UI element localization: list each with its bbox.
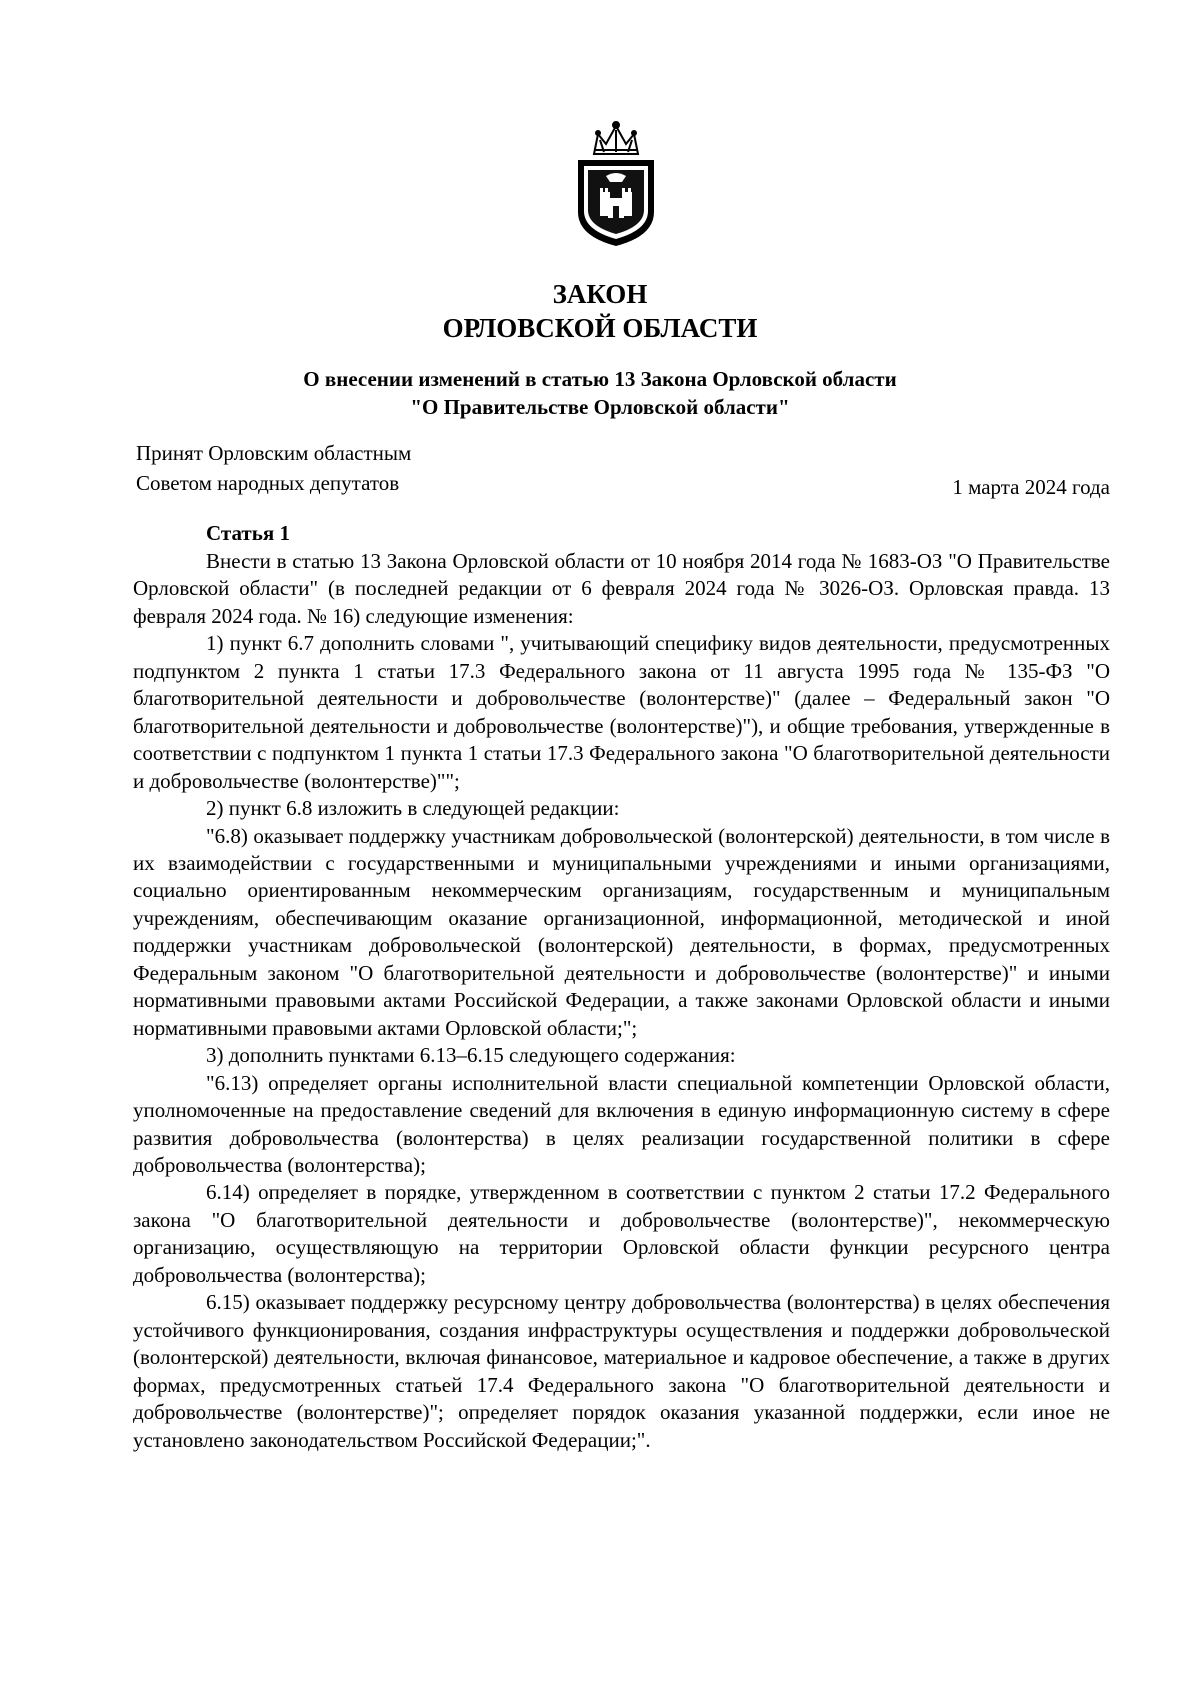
adoption-info <box>136 438 411 498</box>
paragraph-intro: Внести в статью 13 Закона Орловской области от 10 ноября 2014 года № 1683-ОЗ "О Правительстве Орловской области" (в последней редакции от 6 февраля 2024 года № 3026-ОЗ. Орловская правда. 13 февраля 2024 года. № 16) следующие изменения: <box>133 549 1110 628</box>
document-title-line1: ЗАКОН <box>552 279 648 309</box>
coat-of-arms-emblem <box>572 120 660 248</box>
article-body <box>133 548 1110 1454</box>
paragraph-6-8: "6.8) оказывает поддержку участникам добровольческой (волонтерской) деятельности, в том числе в их взаимодействии с государственными и муниципальными учреждениями и иными организациями, социально ориентированным некоммерческим организациям, государственным и муниципальным учреждениям, обеспечивающим оказание организационной, информационной, методической и иной поддержки участникам добровольческой (волонтерской) деятельности, в формах, предусмотренных Федеральным законом "О благотворительной деятельности и добровольчестве (волонтерстве)" и иными нормативными правовыми актами Российской Федерации, а также законами Орловской области и иными нормативными правовыми актами Орловской области;"; <box>133 823 1110 1040</box>
paragraph-6-13: "6.13) определяет органы исполнительной власти специальной компетенции Орловской области, уполномоченные на предоставление сведений для включения в единую информационную систему в сфере развития добровольчества (волонтерства) в целях реализации государственной политики в сфере добровольчества (волонтерства); <box>133 1070 1110 1177</box>
paragraph-item-3: 3) дополнить пунктами 6.13–6.15 следующего содержания: <box>206 1043 736 1068</box>
shield-icon <box>578 160 654 246</box>
article-heading: Статья 1 <box>206 521 290 545</box>
law-subject-line1: О внесении изменений в статью 13 Закона Орловской области <box>303 367 897 391</box>
adoption-line2: Советом народных депутатов <box>136 471 400 495</box>
crown-icon <box>594 122 638 154</box>
paragraph-6-14: 6.14) определяет в порядке, утвержденном в соответствии с пунктом 2 статьи 17.2 Федерального закона "О благотворительной деятельности и добровольчестве (волонтерстве)", некоммерческую организацию, осуществляющую на территории Орловской области функции ресурсного центра добровольчества (волонтерства); <box>133 1180 1110 1287</box>
document-title-line2: ОРЛОВСКОЙ ОБЛАСТИ <box>442 313 758 343</box>
paragraph-item-1: 1) пункт 6.7 дополнить словами ", учитывающий специфику видов деятельности, предусмотренных подпунктом 2 пункта 1 статьи 17.3 Федерального закона от 11 августа 1995 года № 135-ФЗ "О благотворительной деятельности и добровольчестве (волонтерстве)" (далее – Федеральный закон "О благотворительной деятельности и добровольчестве (волонтерстве)"), и общие требования, утвержденные в соответствии с подпунктом 1 пункта 1 статьи 17.3 Федерального закона "О благотворительной деятельности и добровольчестве (волонтерстве)""; <box>133 631 1110 793</box>
paragraph-item-2: 2) пункт 6.8 изложить в следующей редакции: <box>206 796 620 821</box>
adoption-date: 1 марта 2024 года <box>952 475 1110 499</box>
paragraph-6-15: 6.15) оказывает поддержку ресурсному центру добровольчества (волонтерства) в целях обеспечения устойчивого функционирования, создания инфраструктуры осуществления и поддержки добровольческой (волонтерской) деятельности, включая финансовое, материальное и кадровое обеспечение, а также в других формах, предусмотренных статьей 17.4 Федерального закона "О благотворительной деятельности и добровольчестве (волонтерстве)"; определяет порядок оказания указанной поддержки, если иное не установлено законодательством Российской Федерации;". <box>133 1290 1110 1452</box>
adoption-line1: Принят Орловским областным <box>136 441 412 465</box>
law-subject-line2: "О Правительстве Орловской области" <box>410 395 790 419</box>
